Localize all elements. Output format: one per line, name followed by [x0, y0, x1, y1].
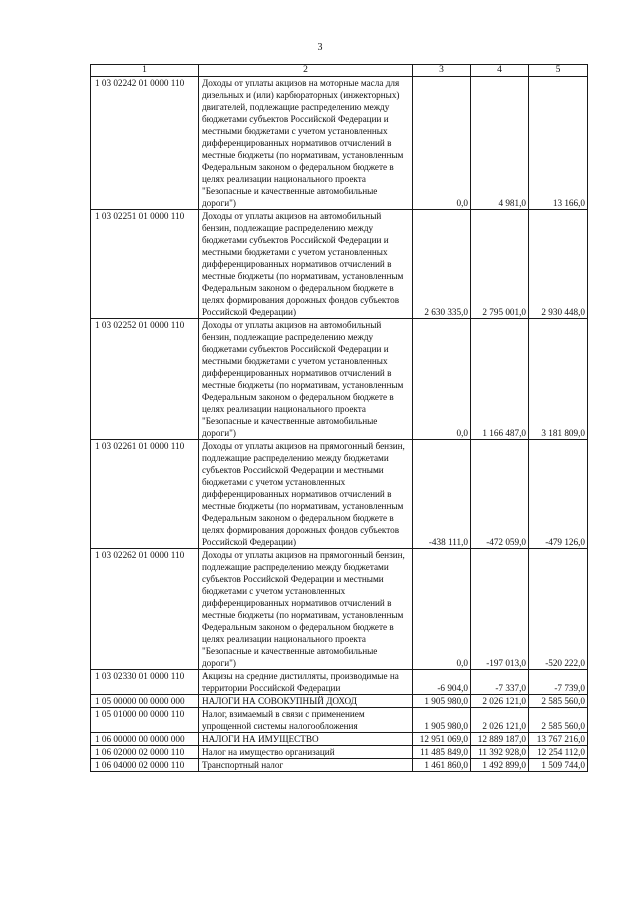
row-value-3: 11 485 849,0 [413, 746, 471, 759]
table-row [91, 440, 588, 549]
row-value-4: 2 026 121,0 [471, 708, 529, 733]
row-value-3: 2 630 335,0 [413, 210, 471, 319]
row-code: 1 03 02251 01 0000 110 [91, 210, 199, 319]
table-row [91, 319, 588, 440]
row-code: 1 03 02252 01 0000 110 [91, 319, 199, 440]
row-code: 1 03 02242 01 0000 110 [91, 77, 199, 210]
row-code: 1 03 02261 01 0000 110 [91, 440, 199, 549]
row-name: Доходы от уплаты акцизов на прямогонный бензин, подлежащие распределению между бюджетами субъектов Российской Федерации и местными бюджетами с учетом установленных дифференцированных нормативов отчислений в местные бюджеты (по нормативам, установленным Федеральным законом о федеральном бюджете в целях формирования дорожных фондов субъектов Российской Федерации) [199, 440, 413, 549]
row-code: 1 06 04000 02 0000 110 [91, 759, 199, 772]
revenue-table [90, 64, 588, 772]
row-value-4: -197 013,0 [471, 549, 529, 670]
row-value-5: 13 166,0 [529, 77, 588, 210]
row-code: 1 03 02262 01 0000 110 [91, 549, 199, 670]
row-name: Доходы от уплаты акцизов на моторные масла для дизельных и (или) карбюраторных (инжекторных) двигателей, подлежащие распределению между бюджетами субъектов Российской Федерации и местными бюджетами с учетом установленных дифференцированных нормативов отчислений в местные бюджеты (по нормативам, установленным Федеральным законом о федеральном бюджете в целях реализации национального проекта "Безопасные и качественные автомобильные дороги") [199, 77, 413, 210]
column-header-5: 5 [529, 65, 588, 77]
row-value-4: -7 337,0 [471, 670, 529, 695]
row-value-5: 12 254 112,0 [529, 746, 588, 759]
page-number: 3 [317, 42, 323, 53]
row-value-3: 1 905 980,0 [413, 695, 471, 708]
row-value-3: -6 904,0 [413, 670, 471, 695]
column-header-2: 2 [199, 65, 413, 77]
row-value-4: -472 059,0 [471, 440, 529, 549]
row-value-5: 1 509 744,0 [529, 759, 588, 772]
row-value-5: 2 585 560,0 [529, 708, 588, 733]
row-name: Транспортный налог [199, 759, 413, 772]
row-value-4: 1 166 487,0 [471, 319, 529, 440]
row-value-4: 4 981,0 [471, 77, 529, 210]
table-row [91, 670, 588, 695]
row-value-4: 1 492 899,0 [471, 759, 529, 772]
table-row [91, 733, 588, 746]
row-value-4: 2 026 121,0 [471, 695, 529, 708]
row-value-3: 0,0 [413, 549, 471, 670]
row-value-5: -7 739,0 [529, 670, 588, 695]
row-name: Доходы от уплаты акцизов на автомобильный бензин, подлежащие распределению между бюджетами субъектов Российской Федерации и местными бюджетами с учетом установленных дифференцированных нормативов отчислений в местные бюджеты (по нормативам, установленным Федеральным законом о федеральном бюджете в целях реализации национального проекта "Безопасные и качественные автомобильные дороги") [199, 319, 413, 440]
row-value-4: 12 889 187,0 [471, 733, 529, 746]
row-name: Доходы от уплаты акцизов на автомобильный бензин, подлежащие распределению между бюджетами субъектов Российской Федерации и местными бюджетами с учетом установленных дифференцированных нормативов отчислений в местные бюджеты (по нормативам, установленным Федеральным законом о федеральном бюджете в целях формирования дорожных фондов субъектов Российской Федерации) [199, 210, 413, 319]
table-row [91, 746, 588, 759]
column-header-4: 4 [471, 65, 529, 77]
table-row [91, 210, 588, 319]
row-value-3: -438 111,0 [413, 440, 471, 549]
table-row [91, 708, 588, 733]
row-value-3: 0,0 [413, 77, 471, 210]
row-value-5: -479 126,0 [529, 440, 588, 549]
table-row [91, 695, 588, 708]
table-row [91, 549, 588, 670]
row-value-5: -520 222,0 [529, 549, 588, 670]
row-value-5: 2 585 560,0 [529, 695, 588, 708]
column-header-1: 1 [91, 65, 199, 77]
row-code: 1 06 00000 00 0000 000 [91, 733, 199, 746]
row-name: НАЛОГИ НА ИМУЩЕСТВО [199, 733, 413, 746]
row-value-3: 0,0 [413, 319, 471, 440]
row-value-3: 1 905 980,0 [413, 708, 471, 733]
column-header-3: 3 [413, 65, 471, 77]
table-row [91, 77, 588, 210]
row-value-3: 12 951 069,0 [413, 733, 471, 746]
table-header-row [91, 65, 588, 77]
row-name: Акцизы на средние дистилляты, производимые на территории Российской Федерации [199, 670, 413, 695]
row-code: 1 03 02330 01 0000 110 [91, 670, 199, 695]
row-name: Налог на имущество организаций [199, 746, 413, 759]
row-code: 1 06 02000 02 0000 110 [91, 746, 199, 759]
row-value-5: 3 181 809,0 [529, 319, 588, 440]
row-code: 1 05 01000 00 0000 110 [91, 708, 199, 733]
row-value-5: 2 930 448,0 [529, 210, 588, 319]
table-row [91, 759, 588, 772]
row-value-4: 2 795 001,0 [471, 210, 529, 319]
row-name: Доходы от уплаты акцизов на прямогонный бензин, подлежащие распределению между бюджетами субъектов Российской Федерации и местными бюджетами с учетом установленных дифференцированных нормативов отчислений в местные бюджеты (по нормативам, установленным Федеральным законом о федеральном бюджете в целях реализации национального проекта "Безопасные и качественные автомобильные дороги") [199, 549, 413, 670]
row-value-3: 1 461 860,0 [413, 759, 471, 772]
row-value-4: 11 392 928,0 [471, 746, 529, 759]
row-name: Налог, взимаемый в связи с применением упрощенной системы налогообложения [199, 708, 413, 733]
row-name: НАЛОГИ НА СОВОКУПНЫЙ ДОХОД [199, 695, 413, 708]
row-value-5: 13 767 216,0 [529, 733, 588, 746]
row-code: 1 05 00000 00 0000 000 [91, 695, 199, 708]
